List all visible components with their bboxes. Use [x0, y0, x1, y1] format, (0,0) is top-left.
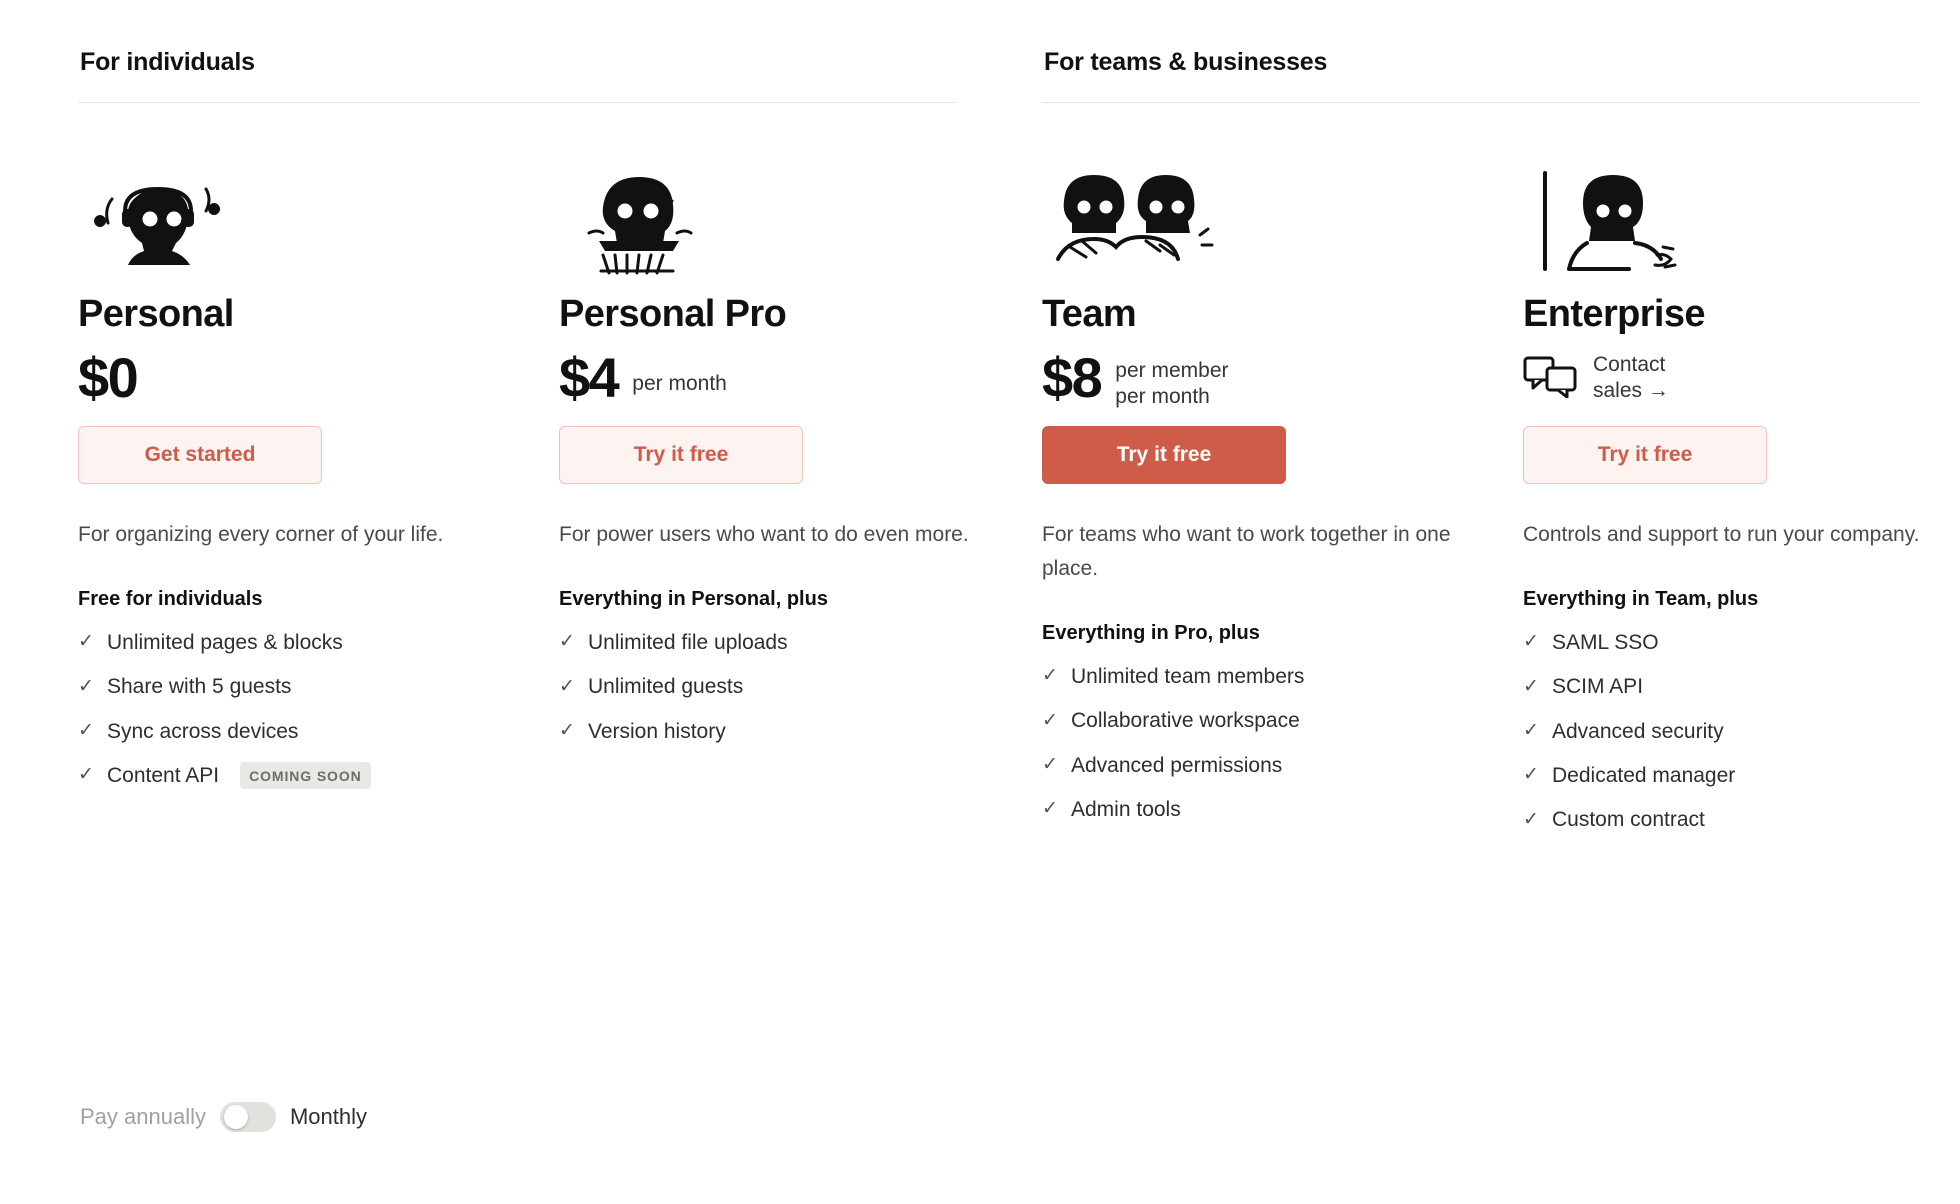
person-headset-illustration — [78, 159, 519, 281]
feature-label: Unlimited team members — [1071, 665, 1305, 689]
check-icon: ✓ — [1042, 709, 1058, 731]
billing-toggle-switch[interactable] — [220, 1102, 276, 1132]
feature-label: Advanced permissions — [1071, 753, 1283, 777]
check-icon: ✓ — [1523, 764, 1539, 786]
list-item — [559, 673, 1000, 700]
feature-list — [559, 629, 1000, 745]
status-badge: COMING SOON — [240, 762, 371, 789]
list-item — [1042, 796, 1483, 823]
list-item — [78, 673, 519, 700]
list-item — [1042, 663, 1483, 690]
chat-bubbles-icon — [1523, 354, 1577, 403]
plan-price: $4 — [559, 346, 619, 409]
check-icon: ✓ — [78, 631, 94, 653]
check-icon: ✓ — [1042, 665, 1058, 687]
group-divider — [1042, 102, 1920, 103]
feature-label: SAML SSO — [1552, 631, 1659, 655]
contact-sales-line2: sales → — [1593, 379, 1669, 402]
check-icon: ✓ — [559, 631, 575, 653]
plan-card-team — [1042, 159, 1523, 851]
try-it-free-button-enterprise[interactable]: Try it free — [1523, 426, 1767, 484]
feature-label: Unlimited pages & blocks — [107, 631, 343, 655]
list-item — [1523, 673, 1960, 700]
plan-name: Team — [1042, 293, 1137, 335]
plan-name: Personal — [78, 293, 234, 335]
plan-price-row — [1042, 344, 1483, 412]
toggle-label-annual[interactable]: Pay annually — [80, 1104, 206, 1129]
feature-label: Content API — [107, 763, 220, 787]
plan-description: Controls and support to run your company. — [1523, 523, 1920, 546]
feature-list-heading: Everything in Personal, plus — [559, 588, 828, 611]
check-icon: ✓ — [1523, 719, 1539, 741]
plan-price-unit — [1115, 346, 1228, 411]
list-item — [1042, 707, 1483, 734]
feature-label: Unlimited guests — [588, 675, 744, 699]
list-item — [78, 629, 519, 656]
plan-description: For power users who want to do even more. — [559, 523, 969, 546]
check-icon: ✓ — [1523, 631, 1539, 653]
group-title-individuals: For individuals — [80, 48, 255, 76]
try-it-free-button-pro[interactable]: Try it free — [559, 426, 803, 484]
feature-list-heading: Everything in Pro, plus — [1042, 622, 1260, 645]
person-desk-illustration — [559, 159, 1000, 281]
list-item — [78, 718, 519, 745]
feature-label: Admin tools — [1071, 797, 1181, 821]
contact-sales-link[interactable] — [1593, 352, 1669, 405]
plan-list-teams — [1042, 159, 1920, 851]
list-item — [559, 629, 1000, 656]
plan-price-unit-line1: per member — [1115, 358, 1229, 382]
check-icon: ✓ — [1042, 798, 1058, 820]
feature-label: Dedicated manager — [1552, 763, 1736, 787]
feature-list — [78, 629, 519, 789]
plan-name: Enterprise — [1523, 293, 1705, 335]
check-icon: ✓ — [1523, 675, 1539, 697]
plan-price-unit-line1: per month — [632, 371, 727, 395]
get-started-button[interactable]: Get started — [78, 426, 322, 484]
list-item — [1523, 762, 1960, 789]
plan-card-personal-pro — [559, 159, 1040, 806]
feature-label: Collaborative workspace — [1071, 709, 1300, 733]
feature-label: SCIM API — [1552, 675, 1644, 699]
try-it-free-button-team[interactable]: Try it free — [1042, 426, 1286, 484]
plan-price-row — [559, 344, 1000, 412]
toggle-label-monthly[interactable]: Monthly — [289, 1104, 368, 1129]
toggle-knob — [224, 1105, 248, 1129]
list-item — [1042, 752, 1483, 779]
plan-list-individuals — [78, 159, 969, 806]
feature-label: Custom contract — [1552, 808, 1705, 832]
plan-price-unit — [632, 359, 727, 397]
pricing-group-individuals — [78, 48, 969, 851]
person-presenting-illustration — [1523, 159, 1960, 281]
group-divider — [78, 102, 956, 103]
group-title-teams: For teams & businesses — [1044, 48, 1328, 76]
feature-label: Share with 5 guests — [107, 675, 292, 699]
plan-card-enterprise — [1523, 159, 1960, 851]
contact-sales-line1: Contact — [1593, 352, 1666, 376]
plan-card-personal — [78, 159, 559, 806]
check-icon: ✓ — [559, 719, 575, 741]
list-item — [559, 718, 1000, 745]
plan-description: For organizing every corner of your life. — [78, 523, 444, 546]
plan-description: For teams who want to work together in one place. — [1042, 523, 1451, 581]
feature-label: Unlimited file uploads — [588, 631, 788, 655]
feature-list — [1042, 663, 1483, 823]
plan-price-unit-line2: per month — [1115, 385, 1210, 408]
feature-list-heading: Everything in Team, plus — [1523, 588, 1759, 611]
contact-sales-row[interactable] — [1523, 344, 1960, 412]
list-item — [1523, 629, 1960, 656]
feature-label: Sync across devices — [107, 719, 299, 743]
feature-list-heading: Free for individuals — [78, 588, 263, 611]
plan-name: Personal Pro — [559, 293, 787, 335]
feature-list — [1523, 629, 1960, 833]
check-icon: ✓ — [559, 675, 575, 697]
plan-price-row — [78, 344, 519, 412]
plan-price: $8 — [1042, 346, 1102, 409]
check-icon: ✓ — [1523, 808, 1539, 830]
list-item — [78, 762, 519, 789]
plan-price: $0 — [78, 346, 138, 409]
list-item — [1523, 806, 1960, 833]
check-icon: ✓ — [1042, 753, 1058, 775]
two-people-illustration — [1042, 159, 1483, 281]
billing-period-toggle[interactable] — [80, 1102, 367, 1132]
check-icon: ✓ — [78, 764, 94, 786]
check-icon: ✓ — [78, 675, 94, 697]
list-item — [1523, 718, 1960, 745]
check-icon: ✓ — [78, 719, 94, 741]
feature-label: Version history — [588, 719, 726, 743]
pricing-group-teams — [1042, 48, 1920, 851]
feature-label: Advanced security — [1552, 719, 1724, 743]
